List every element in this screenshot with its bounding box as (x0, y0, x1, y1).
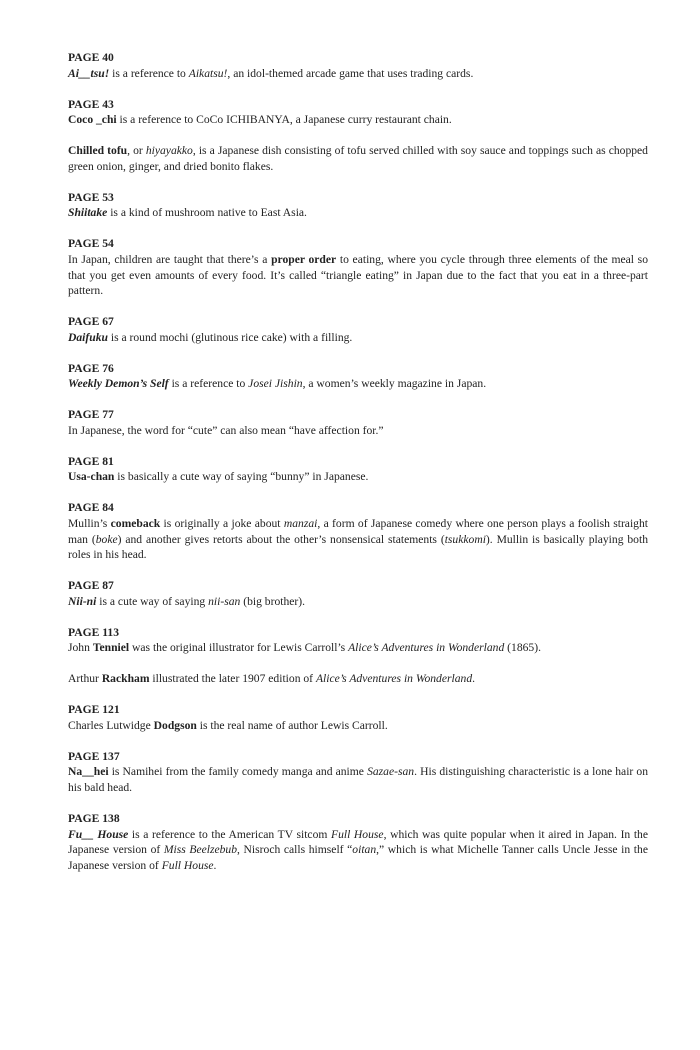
note-section (68, 190, 648, 221)
emphasized-term: boke (95, 532, 118, 546)
note-section (68, 361, 648, 392)
note-text: Arthur (68, 672, 102, 686)
emphasized-term: Full House (331, 827, 384, 841)
note-text: is the real name of author Lewis Carroll. (196, 718, 388, 732)
page-heading: PAGE 67 (68, 315, 114, 329)
note-paragraph (68, 469, 648, 485)
note-paragraph (68, 516, 648, 563)
note-text: is originally a joke about (160, 516, 284, 530)
note-section (68, 702, 648, 733)
page-heading: PAGE 84 (68, 501, 114, 515)
note-section (68, 407, 648, 438)
note-paragraph (68, 640, 648, 656)
note-text: , a form of Japanese comedy where one person plays a foolish straight man ( (68, 516, 648, 546)
note-text: John (68, 641, 93, 655)
note-text: , a women’s weekly magazine in Japan. (302, 377, 487, 391)
note-text: , an idol-themed arcade game that uses trading cards. (227, 66, 474, 80)
note-section (68, 578, 648, 609)
note-text: to eating, where you cycle through three elements of the meal so that you get even amounts of every food. It’s called “triangle eating” in Japan due to the fact that you eat in a three-part pattern. (68, 252, 648, 298)
note-text: . (213, 858, 217, 872)
note-text: is a kind of mushroom native to East Asia. (107, 206, 307, 220)
emphasized-term: Aikatsu! (188, 66, 228, 80)
emphasized-term: Sazae-san (367, 765, 415, 779)
note-text: is a cute way of saying (96, 594, 209, 608)
emphasized-term: Ai__tsu! (68, 66, 110, 80)
note-text: is Namihei from the family comedy manga and anime (108, 765, 368, 779)
note-paragraph (68, 764, 648, 795)
note-paragraph (68, 671, 648, 687)
note-text: is a reference to the American TV sitcom (128, 827, 331, 841)
emphasized-term: oitan (352, 843, 377, 857)
note-section (68, 811, 648, 873)
note-text: , which was quite popular when it aired in Japan. In the Japanese version of (68, 827, 649, 857)
emphasized-term: proper order (271, 252, 337, 266)
page-heading: PAGE 54 (68, 237, 114, 251)
emphasized-term: hiyayakko (145, 144, 193, 158)
emphasized-term: Josei Jishin (248, 377, 303, 391)
page-heading: PAGE 76 (68, 361, 114, 375)
note-paragraph (68, 594, 648, 610)
page-heading: PAGE 113 (68, 625, 119, 639)
emphasized-term: Rackham (101, 672, 150, 686)
page-heading: PAGE 121 (68, 703, 120, 717)
note-text: is a reference to (168, 377, 249, 391)
note-text: is a reference to (109, 66, 189, 80)
note-text: Charles Lutwidge (68, 718, 154, 732)
note-text: , or (127, 144, 146, 158)
note-paragraph (68, 330, 648, 346)
emphasized-term: Alice’s Adventures in Wonderland (315, 672, 473, 686)
note-paragraph (68, 143, 648, 174)
emphasized-term: manzai (283, 516, 318, 530)
page-heading: PAGE 40 (68, 51, 114, 64)
note-paragraph (68, 718, 648, 734)
note-paragraph (68, 112, 648, 128)
note-section (68, 749, 648, 796)
emphasized-term: comeback (110, 516, 161, 530)
emphasized-term: Fu__ House (68, 827, 129, 841)
note-text: Mullin’s (68, 516, 111, 530)
note-paragraph (68, 252, 648, 299)
note-section (68, 500, 648, 562)
note-section (68, 314, 648, 345)
note-section (68, 97, 648, 175)
note-section (68, 454, 648, 485)
emphasized-term: Daifuku (68, 330, 108, 344)
emphasized-term: Tenniel (92, 641, 130, 655)
emphasized-term: Alice’s Adventures in Wonderland (348, 641, 505, 655)
emphasized-term: tsukkomi (444, 532, 486, 546)
page-heading: PAGE 87 (68, 579, 114, 593)
emphasized-term: Shiitake (68, 206, 108, 220)
note-paragraph (68, 66, 648, 82)
note-text: In Japanese, the word for “cute” can also mean “have affection for.” (68, 423, 384, 437)
note-text: (big brother). (240, 594, 306, 608)
emphasized-term: Coco _chi (68, 113, 117, 127)
note-text: illustrated the later 1907 edition of (149, 672, 316, 686)
note-paragraph (68, 827, 648, 874)
note-text: ,” which is what Michelle Tanner calls Uncle Jesse in the Japanese version of (68, 843, 648, 872)
emphasized-term: nii-san (208, 594, 241, 608)
note-section (68, 50, 648, 81)
note-text: ) and another gives retorts about the other’s nonsensical statements ( (117, 532, 445, 546)
emphasized-term: Miss Beelzebub (163, 843, 238, 857)
note-text: was the original illustrator for Lewis Carroll’s (129, 641, 349, 655)
emphasized-term: Full House (161, 858, 214, 872)
note-text: , is a Japanese dish consisting of tofu served chilled with soy sauce and toppings such as chopped green onion, ginger, and dried bonito flakes. (68, 144, 648, 173)
note-section (68, 625, 648, 687)
note-text: ). Mullin is basically playing both roles in his head. (68, 532, 648, 562)
page-heading: PAGE 137 (68, 749, 120, 763)
note-text: . (472, 672, 476, 686)
emphasized-term: Chilled tofu (68, 144, 128, 158)
note-text: is a reference to CoCo ICHIBANYA, a Japanese curry restaurant chain. (116, 113, 452, 127)
note-paragraph (68, 205, 648, 221)
emphasized-term: Nii-ni (68, 594, 97, 608)
note-section (68, 236, 648, 298)
page-heading: PAGE 138 (68, 812, 120, 826)
page-heading: PAGE 53 (68, 190, 114, 204)
note-paragraph (68, 423, 648, 439)
note-text: . His distinguishing characteristic is a lone hair on his bald head. (68, 765, 648, 795)
note-text: , Nisroch calls himself “ (237, 843, 353, 857)
note-text: is basically a cute way of saying “bunny” in Japanese. (114, 470, 369, 484)
emphasized-term: Weekly Demon’s Self (68, 377, 169, 391)
emphasized-term: Na__hei (68, 765, 109, 779)
note-paragraph (68, 376, 648, 392)
translation-notes (68, 50, 648, 889)
note-text: (1865). (504, 641, 541, 655)
page-heading: PAGE 77 (68, 408, 114, 422)
emphasized-term: Usa-chan (68, 470, 115, 484)
emphasized-term: Dodgson (153, 718, 197, 732)
page-heading: PAGE 81 (68, 454, 114, 468)
page-heading: PAGE 43 (68, 97, 114, 111)
note-text: is a round mochi (glutinous rice cake) with a filling. (107, 330, 353, 344)
note-text: In Japan, children are taught that there’s a (68, 252, 272, 266)
